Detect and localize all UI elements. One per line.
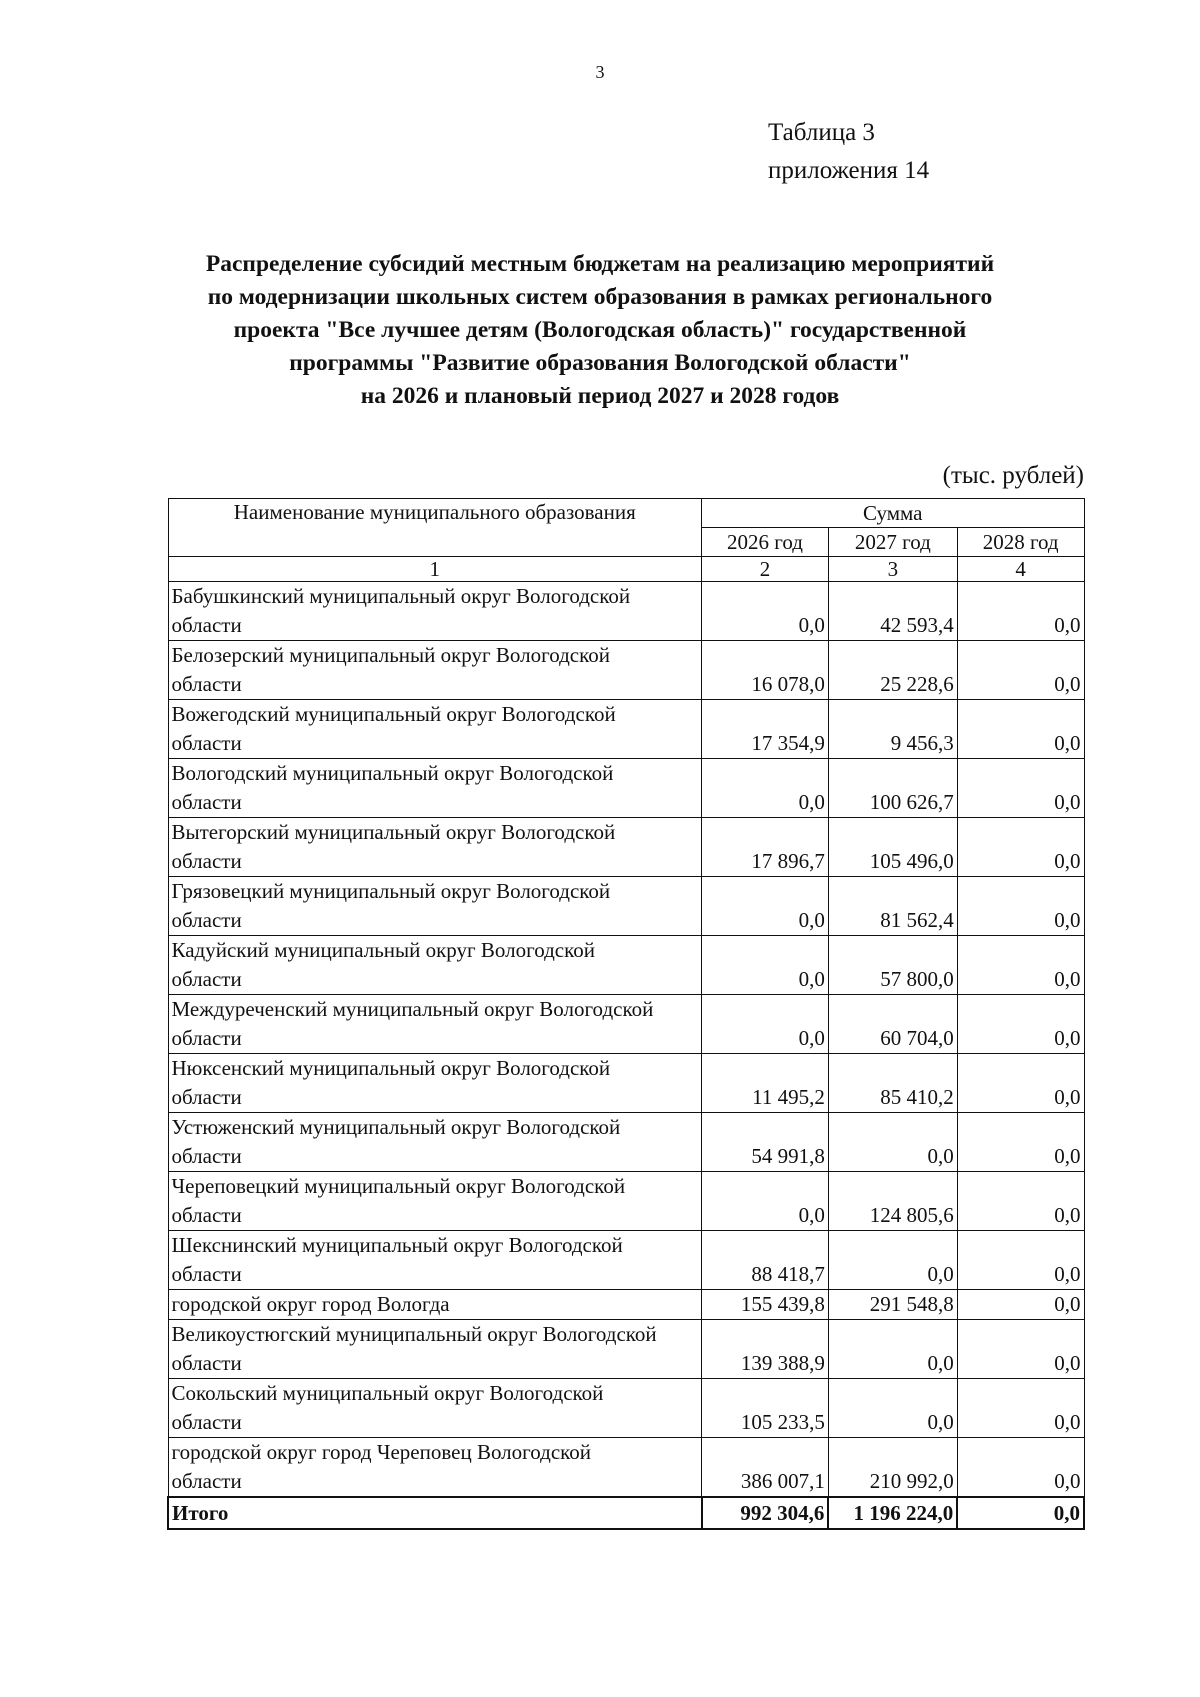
amount-2026: 0,0	[702, 995, 829, 1054]
amount-2027: 42 593,4	[828, 582, 957, 641]
table-body	[168, 582, 1084, 1498]
amount-2027: 124 805,6	[828, 1172, 957, 1231]
municipality-name-line: области	[171, 1410, 242, 1434]
header-year-2027: 2027 год	[828, 528, 957, 557]
municipality-name	[168, 759, 702, 818]
amount-2027: 105 496,0	[828, 818, 957, 877]
document-title	[150, 248, 1050, 413]
amount-2027: 291 548,8	[828, 1290, 957, 1320]
table-row	[168, 995, 1084, 1054]
amount-2027: 85 410,2	[828, 1054, 957, 1113]
table-row	[168, 582, 1084, 641]
appendix-reference	[768, 114, 929, 190]
municipality-name	[168, 818, 702, 877]
municipality-name	[168, 1231, 702, 1290]
appendix-label: приложения 14	[768, 157, 930, 184]
municipality-name-line: области	[171, 849, 242, 873]
amount-2026: 0,0	[702, 877, 829, 936]
municipality-name-line: области	[171, 1351, 242, 1375]
subsidy-table	[167, 498, 1085, 1530]
amount-2028: 0,0	[957, 936, 1084, 995]
amount-2028: 0,0	[957, 582, 1084, 641]
total-2027: 1 196 224,0	[828, 1497, 957, 1529]
amount-2027: 57 800,0	[828, 936, 957, 995]
municipality-name-line: области	[171, 613, 242, 637]
amount-2028: 0,0	[957, 877, 1084, 936]
municipality-name-line: Вожегодский муниципальный округ Вологодской	[171, 702, 616, 726]
amount-2027: 0,0	[828, 1320, 957, 1379]
municipality-name	[168, 877, 702, 936]
table-row	[168, 1320, 1084, 1379]
amount-2027: 210 992,0	[828, 1438, 957, 1498]
municipality-name	[168, 1290, 702, 1320]
header-name: Наименование муниципального образования	[168, 499, 702, 557]
table-row	[168, 1231, 1084, 1290]
municipality-name-line: Устюженский муниципальный округ Вологодской	[171, 1115, 621, 1139]
amount-2026: 17 354,9	[702, 700, 829, 759]
title-line: на 2026 и плановый период 2027 и 2028 годов	[360, 383, 840, 409]
amount-2027: 100 626,7	[828, 759, 957, 818]
column-number: 2	[702, 557, 829, 582]
municipality-name-line: Нюксенский муниципальный округ Вологодской	[171, 1056, 611, 1080]
municipality-name	[168, 700, 702, 759]
table-row	[168, 1054, 1084, 1113]
table-row	[168, 1290, 1084, 1320]
table-row	[168, 1438, 1084, 1498]
municipality-name	[168, 1172, 702, 1231]
amount-2026: 0,0	[702, 582, 829, 641]
municipality-name-line: Вологодский муниципальный округ Вологодской	[171, 761, 614, 785]
municipality-name-line: области	[171, 731, 242, 755]
municipality-name-line: области	[171, 1085, 242, 1109]
municipality-name-line: области	[171, 967, 242, 991]
municipality-name-line: области	[171, 1262, 242, 1286]
municipality-name	[168, 995, 702, 1054]
table-row	[168, 936, 1084, 995]
table-row	[168, 818, 1084, 877]
table-row	[168, 1379, 1084, 1438]
amount-2028: 0,0	[957, 1438, 1084, 1498]
municipality-name-line: Череповецкий муниципальный округ Вологодской	[171, 1174, 626, 1198]
municipality-name-line: области	[171, 1203, 242, 1227]
amount-2026: 88 418,7	[702, 1231, 829, 1290]
municipality-name-line: области	[171, 672, 242, 696]
header-sum: Сумма	[702, 499, 1084, 528]
municipality-name	[168, 641, 702, 700]
table-row	[168, 641, 1084, 700]
page-number: 3	[595, 62, 605, 82]
municipality-name-line: Грязовецкий муниципальный округ Вологодской	[171, 879, 611, 903]
amount-2026: 0,0	[702, 936, 829, 995]
amount-2027: 0,0	[828, 1379, 957, 1438]
amount-2026: 139 388,9	[702, 1320, 829, 1379]
municipality-name-line: области	[171, 790, 242, 814]
municipality-name	[168, 1113, 702, 1172]
amount-2026: 16 078,0	[702, 641, 829, 700]
amount-2028: 0,0	[957, 700, 1084, 759]
title-line: по модернизации школьных систем образования в рамках регионального	[207, 284, 993, 310]
amount-2028: 0,0	[957, 1379, 1084, 1438]
amount-2028: 0,0	[957, 1054, 1084, 1113]
municipality-name-line: области	[171, 1144, 242, 1168]
municipality-name-line: Сокольский муниципальный округ Вологодской	[171, 1381, 604, 1405]
table-row	[168, 877, 1084, 936]
municipality-name	[168, 1320, 702, 1379]
total-label: Итого	[168, 1497, 702, 1529]
title-line: Распределение субсидий местным бюджетам на реализацию мероприятий	[205, 251, 995, 277]
amount-2027: 60 704,0	[828, 995, 957, 1054]
table-label: Таблица 3	[768, 119, 875, 146]
municipality-name	[168, 1438, 702, 1498]
amount-2027: 9 456,3	[828, 700, 957, 759]
amount-2027: 81 562,4	[828, 877, 957, 936]
amount-2028: 0,0	[957, 1231, 1084, 1290]
amount-2028: 0,0	[957, 995, 1084, 1054]
total-row	[168, 1497, 1084, 1529]
column-number: 1	[168, 557, 702, 582]
municipality-name	[168, 1054, 702, 1113]
total-2026: 992 304,6	[702, 1497, 829, 1529]
table-row	[168, 1113, 1084, 1172]
municipality-name-line: области	[171, 908, 242, 932]
table-row	[168, 1172, 1084, 1231]
municipality-name-line: Междуреченский муниципальный округ Вологодской	[171, 997, 654, 1021]
amount-2026: 17 896,7	[702, 818, 829, 877]
municipality-name-line: Кадуйский муниципальный округ Вологодской	[171, 938, 595, 962]
municipality-name-line: городской округ город Череповец Вологодской	[171, 1440, 592, 1464]
municipality-name-line: области	[171, 1469, 242, 1493]
total-2028: 0,0	[957, 1497, 1084, 1529]
units-label: (тыс. рублей)	[942, 462, 1084, 489]
column-number: 4	[957, 557, 1084, 582]
municipality-name	[168, 1379, 702, 1438]
title-line: проекта "Все лучшее детям (Вологодская область)" государственной	[233, 317, 967, 343]
amount-2026: 105 233,5	[702, 1379, 829, 1438]
amount-2027: 25 228,6	[828, 641, 957, 700]
amount-2026: 0,0	[702, 1172, 829, 1231]
amount-2026: 155 439,8	[702, 1290, 829, 1320]
municipality-name	[168, 936, 702, 995]
amount-2027: 0,0	[828, 1113, 957, 1172]
amount-2028: 0,0	[957, 1113, 1084, 1172]
municipality-name-line: Бабушкинский муниципальный округ Вологодской	[171, 584, 631, 608]
amount-2028: 0,0	[957, 818, 1084, 877]
municipality-name-line: области	[171, 1026, 242, 1050]
amount-2026: 0,0	[702, 759, 829, 818]
header-year-2028: 2028 год	[957, 528, 1084, 557]
header-year-2026: 2026 год	[702, 528, 829, 557]
municipality-name-line: Великоустюгский муниципальный округ Вологодской	[171, 1322, 657, 1346]
municipality-name-line: Шекснинский муниципальный округ Вологодской	[171, 1233, 623, 1257]
amount-2028: 0,0	[957, 759, 1084, 818]
amount-2026: 11 495,2	[702, 1054, 829, 1113]
amount-2026: 386 007,1	[702, 1438, 829, 1498]
amount-2027: 0,0	[828, 1231, 957, 1290]
table-row	[168, 700, 1084, 759]
amount-2026: 54 991,8	[702, 1113, 829, 1172]
municipality-name-line: Вытегорский муниципальный округ Вологодской	[171, 820, 616, 844]
amount-2028: 0,0	[957, 1172, 1084, 1231]
amount-2028: 0,0	[957, 1320, 1084, 1379]
municipality-name	[168, 582, 702, 641]
municipality-name-line: Белозерский муниципальный округ Вологодской	[171, 643, 610, 667]
table-row	[168, 759, 1084, 818]
title-line: программы "Развитие образования Вологодской области"	[289, 350, 911, 376]
municipality-name-line: городской округ город Вологда	[171, 1292, 450, 1316]
amount-2028: 0,0	[957, 641, 1084, 700]
column-number: 3	[828, 557, 957, 582]
amount-2028: 0,0	[957, 1290, 1084, 1320]
